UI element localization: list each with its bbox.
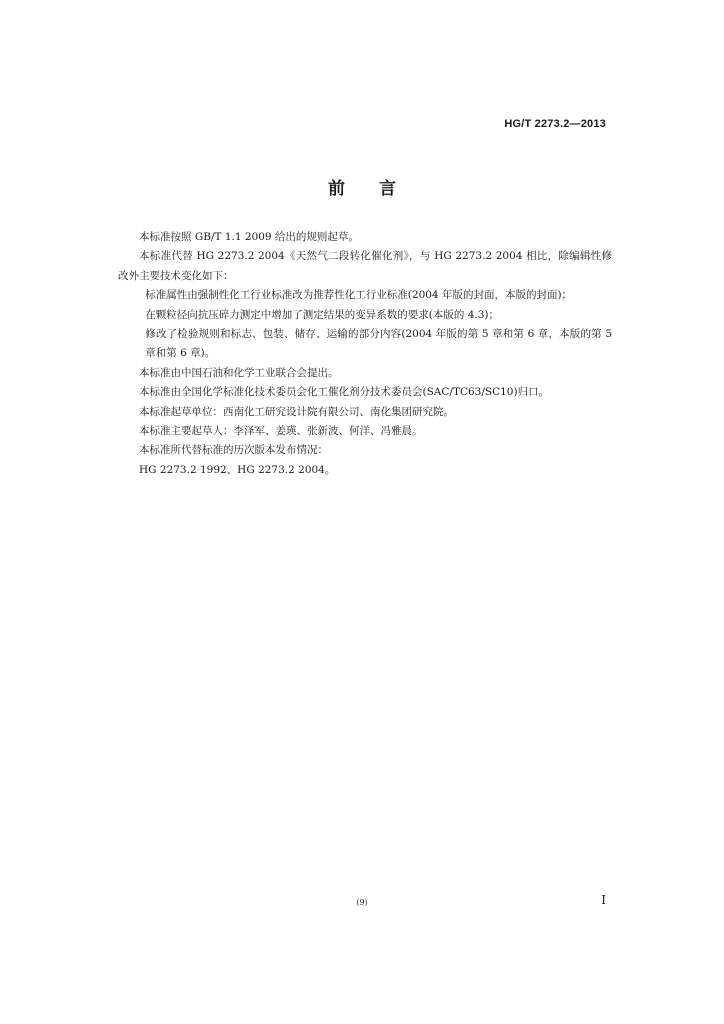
list-item: 标准属性由强制性化工行业标准改为推荐性化工行业标准(2004 年版的封面，本版的封面)； bbox=[145, 289, 573, 302]
paragraph-drafters: 本标准主要起草人：李泽军、姜瑛、张新波、何洋、冯雅晨。 bbox=[139, 425, 423, 438]
list-item: 在颗粒径向抗压碎力测定中增加了测定结果的变异系数的要求(本版的 4.3)； bbox=[145, 308, 500, 321]
foreword-body bbox=[118, 228, 612, 480]
paragraph-drafting-rules: 本标准按照 GB/T 1.1 2009 给出的规则起草。 bbox=[139, 231, 359, 243]
page-number: I bbox=[601, 893, 606, 907]
paragraph-drafting-units: 本标准起草单位：西南化工研究设计院有限公司、南化集团研究院。 bbox=[139, 405, 454, 418]
page-title: 前言 bbox=[328, 179, 430, 199]
paragraph-replacement: 本标准代替 HG 2273.2 2004《天然气二段转化催化剂》，与 HG 2273.2 2004 相比，除编辑性修改外主要技术变化如下： bbox=[118, 250, 612, 282]
paragraph-administered-by: 本标准由全国化学标准化技术委员会化工催化剂分技术委员会(SAC/TC63/SC10)归口。 bbox=[139, 386, 550, 399]
footer-sheet-number: (9) bbox=[356, 898, 368, 907]
paragraph-history-intro: 本标准所代替标准的历次版本发布情况： bbox=[139, 444, 328, 457]
paragraph-proposed-by: 本标准由中国石油和化学工业联合会提出。 bbox=[139, 366, 339, 379]
standard-code: HG/T 2273.2—2013 bbox=[504, 118, 606, 130]
list-item: 修改了检验规则和标志、包装、储存、运输的部分内容(2004 年版的第 5 章和第 6 章，本版的第 5 章和第 6 章)。 bbox=[145, 328, 612, 360]
paragraph-history-versions: HG 2273.2 1992、HG 2273.2 2004。 bbox=[139, 463, 336, 476]
